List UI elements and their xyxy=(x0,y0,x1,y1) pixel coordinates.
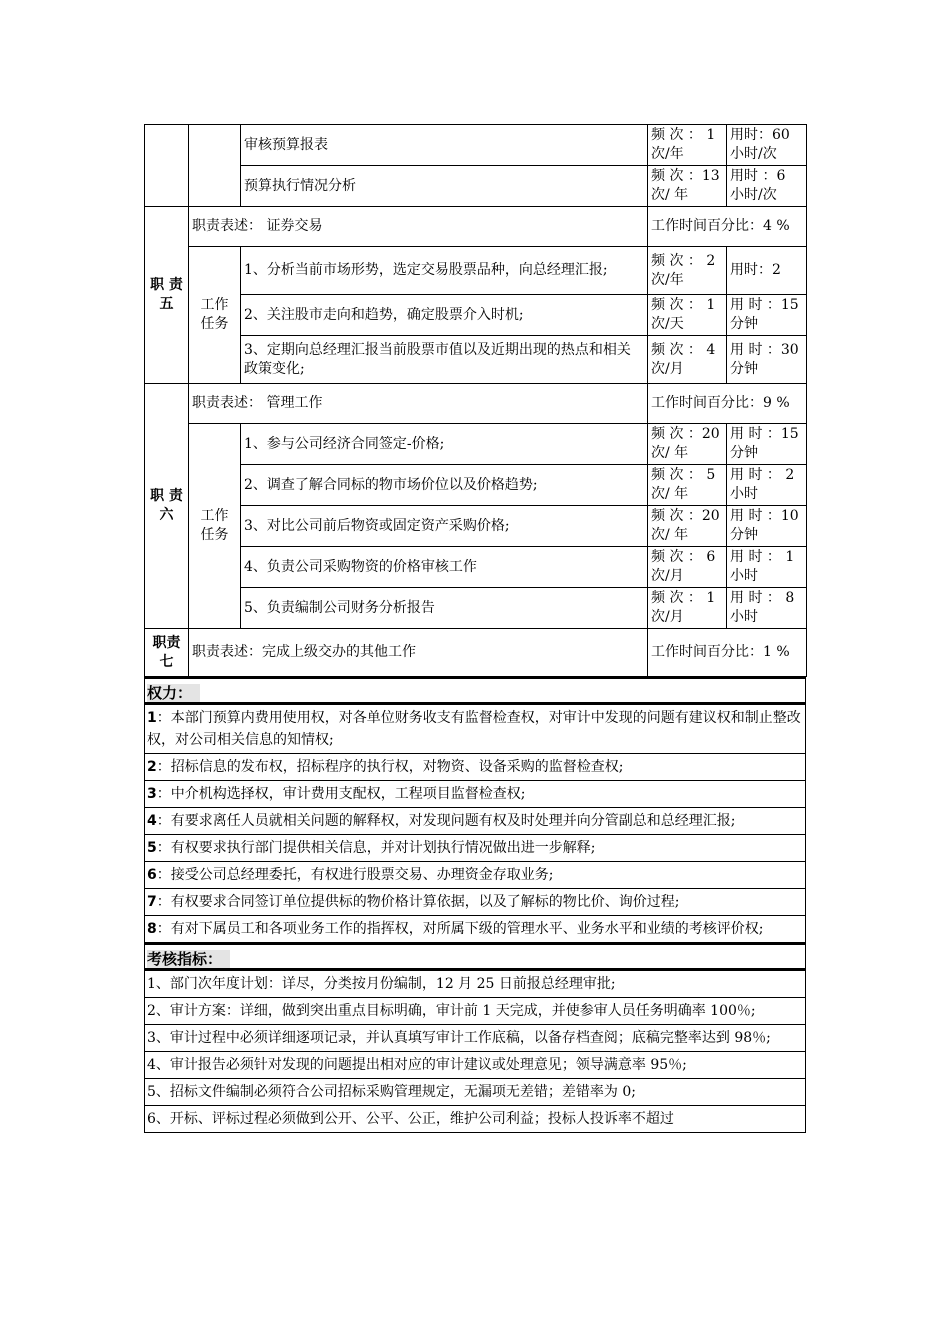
task-text: 2、关注股市走向和趋势，确定股票介入时机; xyxy=(241,295,648,336)
list-item: 5：有权要求执行部门提供相关信息，并对计划执行情况做出进一步解释; xyxy=(145,834,805,861)
task-text: 4、负责公司采购物资的价格审核工作 xyxy=(241,547,648,588)
table-row xyxy=(145,166,807,207)
kpi-section xyxy=(144,943,806,1133)
list-item: 3：中介机构选择权，审计费用支配权，工程项目监督检查权; xyxy=(145,780,805,807)
list-item: 4、审计报告必须针对发现的问题提出相对应的审计建议或处理意见；领导满意率 95％; xyxy=(145,1051,805,1078)
task-time: 用 时 ： 1 小时 xyxy=(727,547,807,588)
task-time: 用时：2 xyxy=(727,247,807,295)
table-row xyxy=(145,247,807,295)
table-row xyxy=(145,125,807,166)
task-frequency: 频 次 ：20 次/ 年 xyxy=(648,506,727,547)
table-row xyxy=(145,295,807,336)
table-row xyxy=(145,506,807,547)
task-time: 用 时 ： 2 小时 xyxy=(727,465,807,506)
powers-section xyxy=(144,677,806,943)
list-item: 6：接受公司总经理委托，有权进行股票交易、办理资金存取业务; xyxy=(145,861,805,888)
task-frequency: 频 次 ： 5 次/ 年 xyxy=(648,465,727,506)
task-frequency: 频 次 ： 6 次/月 xyxy=(648,547,727,588)
list-item: 1、部门次年度计划：详尽，分类按月份编制，12 月 25 日前报总经理审批; xyxy=(145,970,805,997)
task-time: 用 时 ：30 分钟 xyxy=(727,336,807,384)
task-frequency: 频 次 ： 4 次/月 xyxy=(648,336,727,384)
task-time: 用 时 ：10 分钟 xyxy=(727,506,807,547)
list-item: 2：招标信息的发布权，招标程序的执行权，对物资、设备采购的监督检查权; xyxy=(145,753,805,780)
task-text: 5、负责编制公司财务分析报告 xyxy=(241,588,648,629)
duty-label: 职 责 五 xyxy=(145,207,189,384)
duty-label: 职 责 六 xyxy=(145,384,189,629)
table-row xyxy=(145,547,807,588)
work-time-percentage: 工作时间百分比：4 % xyxy=(648,207,807,247)
task-time: 用时 ：6 小时/次 xyxy=(727,166,807,207)
task-text: 预算执行情况分析 xyxy=(241,166,648,207)
task-text: 3、对比公司前后物资或固定资产采购价格; xyxy=(241,506,648,547)
work-time-percentage: 工作时间百分比：1 % xyxy=(648,629,807,677)
list-item: 6、开标、评标过程必须做到公开、公平、公正，维护公司利益；投标人投诉率不超过 xyxy=(145,1105,805,1132)
empty-cell xyxy=(189,125,241,207)
list-item: 1：本部门预算内费用使用权，对各单位财务收支有监督检查权，对审计中发现的问题有建议权和制止整改权，对公司相关信息的知情权; xyxy=(145,704,805,753)
task-text: 1、参与公司经济合同签定-价格; xyxy=(241,424,648,465)
table-row xyxy=(145,588,807,629)
task-text: 审核预算报表 xyxy=(241,125,648,166)
list-item: 7：有权要求合同签订单位提供标的物价格计算依据，以及了解标的物比价、询价过程; xyxy=(145,888,805,915)
task-frequency: 频 次 ： 1 次/月 xyxy=(648,588,727,629)
table-row xyxy=(145,384,807,424)
task-time: 用 时 ：15 分钟 xyxy=(727,295,807,336)
table-row xyxy=(145,629,807,677)
task-time: 用时：60 小时/次 xyxy=(727,125,807,166)
task-label: 工作 任务 xyxy=(189,247,241,384)
task-frequency: 频 次 ：20 次/ 年 xyxy=(648,424,727,465)
task-text: 2、调查了解合同标的物市场价位以及价格趋势; xyxy=(241,465,648,506)
table-row xyxy=(145,207,807,247)
task-label: 工作 任务 xyxy=(189,424,241,629)
task-frequency: 频 次 ： 2 次/年 xyxy=(648,247,727,295)
duty-description: 职责表述： 证券交易 xyxy=(189,207,648,247)
table-row xyxy=(145,465,807,506)
duty-table xyxy=(144,124,807,677)
list-item: 5、招标文件编制必须符合公司招标采购管理规定，无漏项无差错；差错率为 0; xyxy=(145,1078,805,1105)
duty-description: 职责表述： 管理工作 xyxy=(189,384,648,424)
task-frequency: 频 次 ： 1 次/年 xyxy=(648,125,727,166)
list-item: 2、审计方案：详细，做到突出重点目标明确，审计前 1 天完成，并使参审人员任务明确率 100％; xyxy=(145,997,805,1024)
task-time: 用 时 ：15 分钟 xyxy=(727,424,807,465)
table-row xyxy=(145,336,807,384)
kpi-title: 考核指标： xyxy=(145,945,805,970)
list-item: 8：有对下属员工和各项业务工作的指挥权，对所属下级的管理水平、业务水平和业绩的考核评价权; xyxy=(145,915,805,942)
empty-cell xyxy=(145,125,189,207)
duty-label: 职责 七 xyxy=(145,629,189,677)
table-row xyxy=(145,424,807,465)
task-text: 3、定期向总经理汇报当前股票市值以及近期出现的热点和相关政策变化; xyxy=(241,336,648,384)
task-text: 1、分析当前市场形势，选定交易股票品种，向总经理汇报; xyxy=(241,247,648,295)
powers-title: 权力： xyxy=(145,679,805,704)
job-description-page xyxy=(144,124,806,1133)
list-item: 3、审计过程中必须详细逐项记录，并认真填写审计工作底稿，以备存档查阅；底稿完整率达到 98％; xyxy=(145,1024,805,1051)
list-item: 4：有要求离任人员就相关问题的解释权，对发现问题有权及时处理并向分管副总和总经理汇报; xyxy=(145,807,805,834)
task-frequency: 频 次 ： 1 次/天 xyxy=(648,295,727,336)
task-frequency: 频 次 ：13 次/ 年 xyxy=(648,166,727,207)
work-time-percentage: 工作时间百分比：9 % xyxy=(648,384,807,424)
duty-description: 职责表述：完成上级交办的其他工作 xyxy=(189,629,648,677)
task-time: 用 时 ： 8 小时 xyxy=(727,588,807,629)
